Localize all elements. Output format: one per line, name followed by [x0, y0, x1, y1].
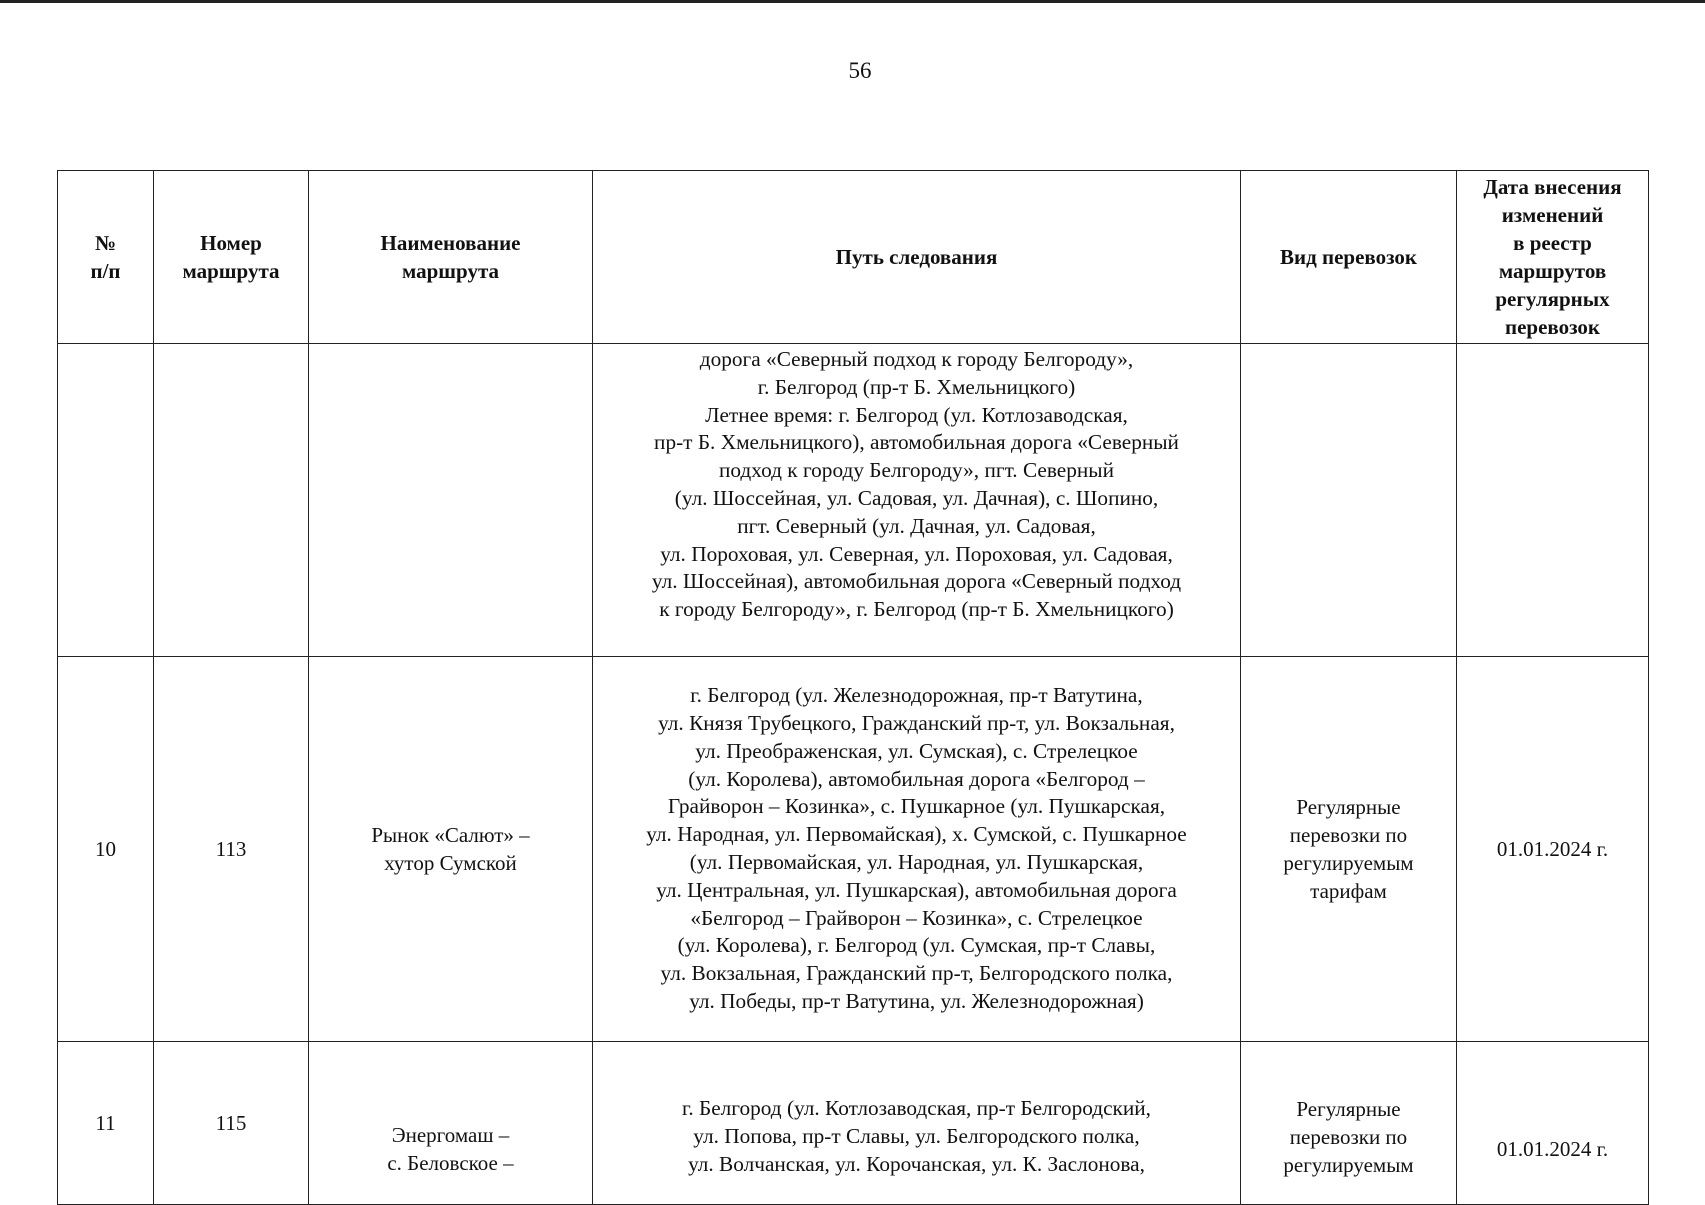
header-route-name: Наименование маршрута	[309, 171, 593, 344]
cell-route-name: Рынок «Салют» – хутор Сумской	[309, 657, 593, 1042]
header-num: № п/п	[58, 171, 154, 344]
table-header-row	[58, 171, 1649, 344]
table-row	[58, 657, 1649, 1042]
cell-route-path: дорога «Северный подход к городу Белгороду», г. Белгород (пр-т Б. Хмельницкого) Летнее время: г. Белгород (ул. Котлозаводская, пр-т Б. Хмельницкого), автомобильная дорога «Северный подход к городу Белгороду», пгт. Северный (ул. Шоссейная, ул. Садовая, ул. Дачная), с. Шопино, пгт. Северный (ул. Дачная, ул. Садовая, ул. Пороховая, ул. Северная, ул. Пороховая, ул. Садовая, ул. Шоссейная), автомобильная дорога «Северный подход к городу Белгороду», г. Белгород (пр-т Б. Хмельницкого)	[593, 344, 1241, 657]
cell-route-number: 113	[154, 657, 309, 1042]
cell-route-path: г. Белгород (ул. Котлозаводская, пр-т Белгородский, ул. Попова, пр-т Славы, ул. Белгородского полка, ул. Волчанская, ул. Корочанская, ул. К. Заслонова,	[593, 1042, 1241, 1205]
header-route-number: Номер маршрута	[154, 171, 309, 344]
top-border-line	[0, 0, 1705, 3]
cell-num: 11	[58, 1042, 154, 1205]
cell-route-number	[154, 344, 309, 657]
header-transport-type: Вид перевозок	[1241, 171, 1457, 344]
cell-num	[58, 344, 154, 657]
cell-date: 01.01.2024 г.	[1457, 1042, 1649, 1205]
cell-num: 10	[58, 657, 154, 1042]
cell-transport-type	[1241, 344, 1457, 657]
header-route-path: Путь следования	[593, 171, 1241, 344]
cell-date	[1457, 344, 1649, 657]
cell-transport-type: Регулярные перевозки по регулируемым тарифам	[1241, 657, 1457, 1042]
cell-transport-type: Регулярные перевозки по регулируемым	[1241, 1042, 1457, 1205]
cell-route-number: 115	[154, 1042, 309, 1205]
page-number: 56	[848, 58, 872, 83]
cell-route-path: г. Белгород (ул. Железнодорожная, пр-т Ватутина, ул. Князя Трубецкого, Гражданский пр-т, ул. Вокзальная, ул. Преображенская, ул. Сумская), с. Стрелецкое (ул. Королева), автомобильная дорога «Белгород – Грайворон – Козинка», с. Пушкарное (ул. Пушкарская, ул. Народная, ул. Первомайская), х. Сумской, с. Пушкарное (ул. Первомайская, ул. Народная, ул. Пушкарская, ул. Центральная, ул. Пушкарская), автомобильная дорога «Белгород – Грайворон – Козинка», с. Стрелецкое (ул. Королева), г. Белгород (ул. Сумская, пр-т Славы, ул. Вокзальная, Гражданский пр-т, Белгородского полка, ул. Победы, пр-т Ватутина, ул. Железнодорожная)	[593, 657, 1241, 1042]
table-row	[58, 1042, 1649, 1205]
cell-route-name: Энергомаш – с. Беловское –	[309, 1042, 593, 1205]
table-row	[58, 344, 1649, 657]
header-date: Дата внесения изменений в реестр маршрутов регулярных перевозок	[1457, 171, 1649, 344]
routes-registry-table	[57, 170, 1649, 1205]
cell-route-name	[309, 344, 593, 657]
cell-date: 01.01.2024 г.	[1457, 657, 1649, 1042]
